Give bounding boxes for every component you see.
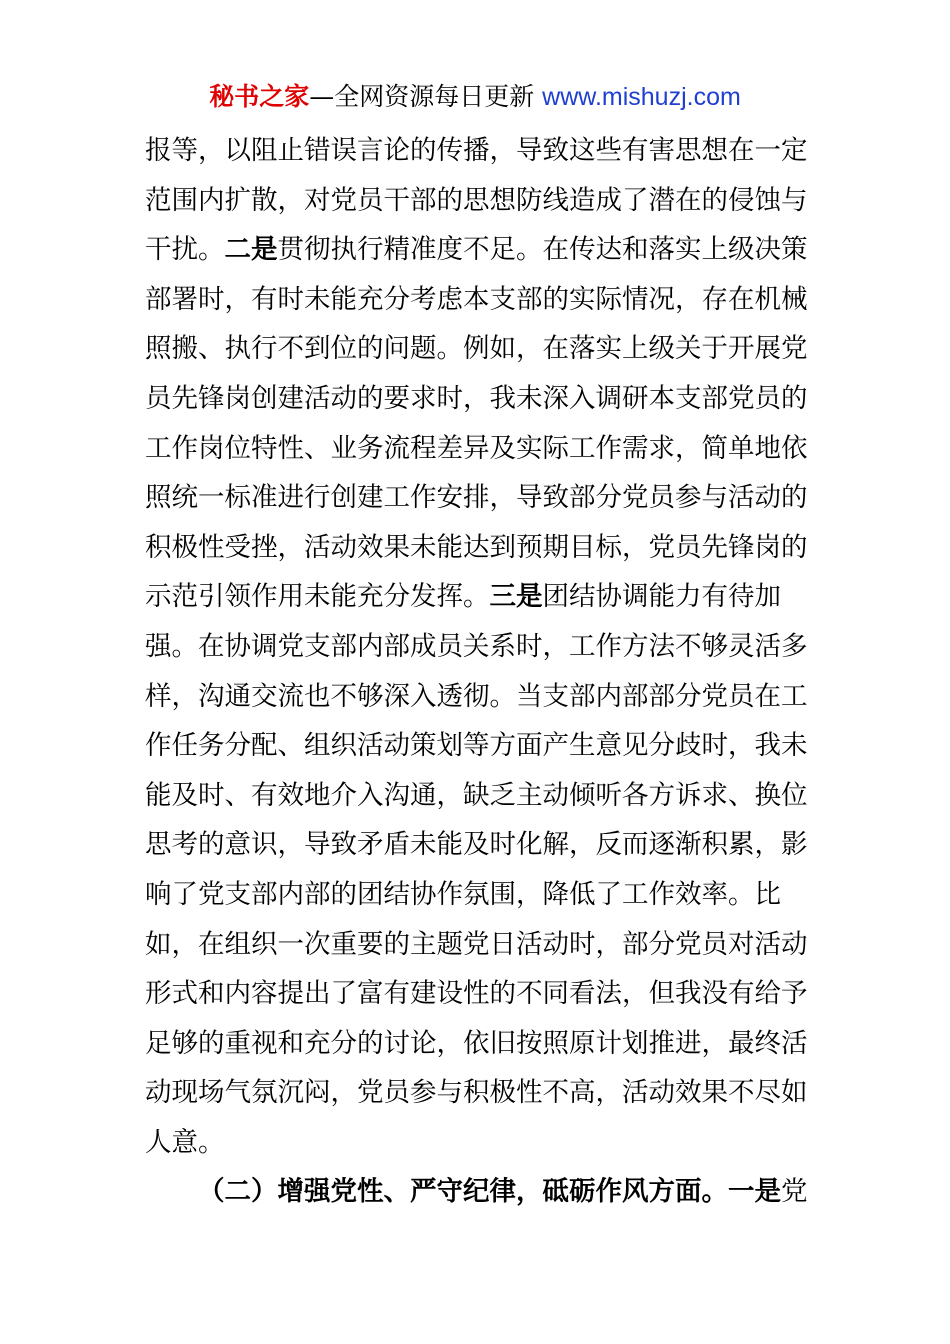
text-line: 思考的意识，导致矛盾未能及时化解，反而逐渐积累，影: [145, 829, 808, 861]
text-line: 部署时，有时未能充分考虑本支部的实际情况，存在机械: [145, 283, 808, 315]
text-line: 积极性受挫，活动效果未能达到预期目标，党员先锋岗的: [145, 531, 808, 563]
site-tagline: —全网资源每日更新: [309, 82, 543, 111]
document-body: [145, 126, 815, 1217]
text-line: 如，在组织一次重要的主题党日活动时，部分党员对活动: [145, 928, 808, 960]
site-brand: 秘书之家: [209, 82, 310, 111]
text-line: 范围内扩散，对党员干部的思想防线造成了潜在的侵蚀与: [145, 184, 808, 216]
text-line: 员先锋岗创建活动的要求时，我未深入调研本支部党员的: [145, 382, 808, 414]
text-line: 足够的重视和充分的讨论，依旧按照原计划推进，最终活: [145, 1027, 808, 1059]
text-line: 强。在协调党支部内部成员关系时，工作方法不够灵活多: [145, 630, 808, 662]
text-line: 报等，以阻止错误言论的传播，导致这些有害思想在一定: [145, 135, 808, 166]
text-line: 照搬、执行不到位的问题。例如，在落实上级关于开展党: [145, 333, 808, 365]
text-line: 照统一标准进行创建工作安排，导致部分党员参与活动的: [145, 482, 808, 514]
text-line: 动现场气氛沉闷，党员参与积极性不高，活动效果不尽如: [145, 1077, 808, 1109]
text-line: 响了党支部内部的团结协作氛围，降低了工作效率。比: [145, 878, 781, 910]
point-marker-two: 二是: [224, 234, 278, 266]
text-line: 示范引领作用未能充分发挥。三是团结协调能力有待加: [145, 581, 781, 613]
text-line: 干扰。二是贯彻执行精准度不足。在传达和落实上级决策: [145, 234, 808, 266]
section-heading: （二）增强党性、严守纪律，砥砺作风方面。一是党: [198, 1176, 808, 1208]
text-line: 形式和内容提出了富有建设性的不同看法，但我没有给予: [145, 978, 808, 1010]
site-header: [0, 80, 950, 114]
text-line: 样，沟通交流也不够深入透彻。当支部内部部分党员在工: [145, 680, 808, 712]
site-url[interactable]: www.mishuzj.com: [542, 83, 741, 111]
point-marker-three: 三是: [489, 581, 543, 613]
text-line: 工作岗位特性、业务流程差异及实际工作需求，简单地依: [145, 432, 808, 464]
text-line: 作任务分配、组织活动策划等方面产生意见分歧时，我未: [145, 730, 808, 762]
section-heading-bold: （二）增强党性、严守纪律，砥砺作风方面。一是: [198, 1176, 781, 1208]
text-line: 人意。: [145, 1126, 225, 1158]
text-line: 能及时、有效地介入沟通，缺乏主动倾听各方诉求、换位: [145, 779, 808, 811]
